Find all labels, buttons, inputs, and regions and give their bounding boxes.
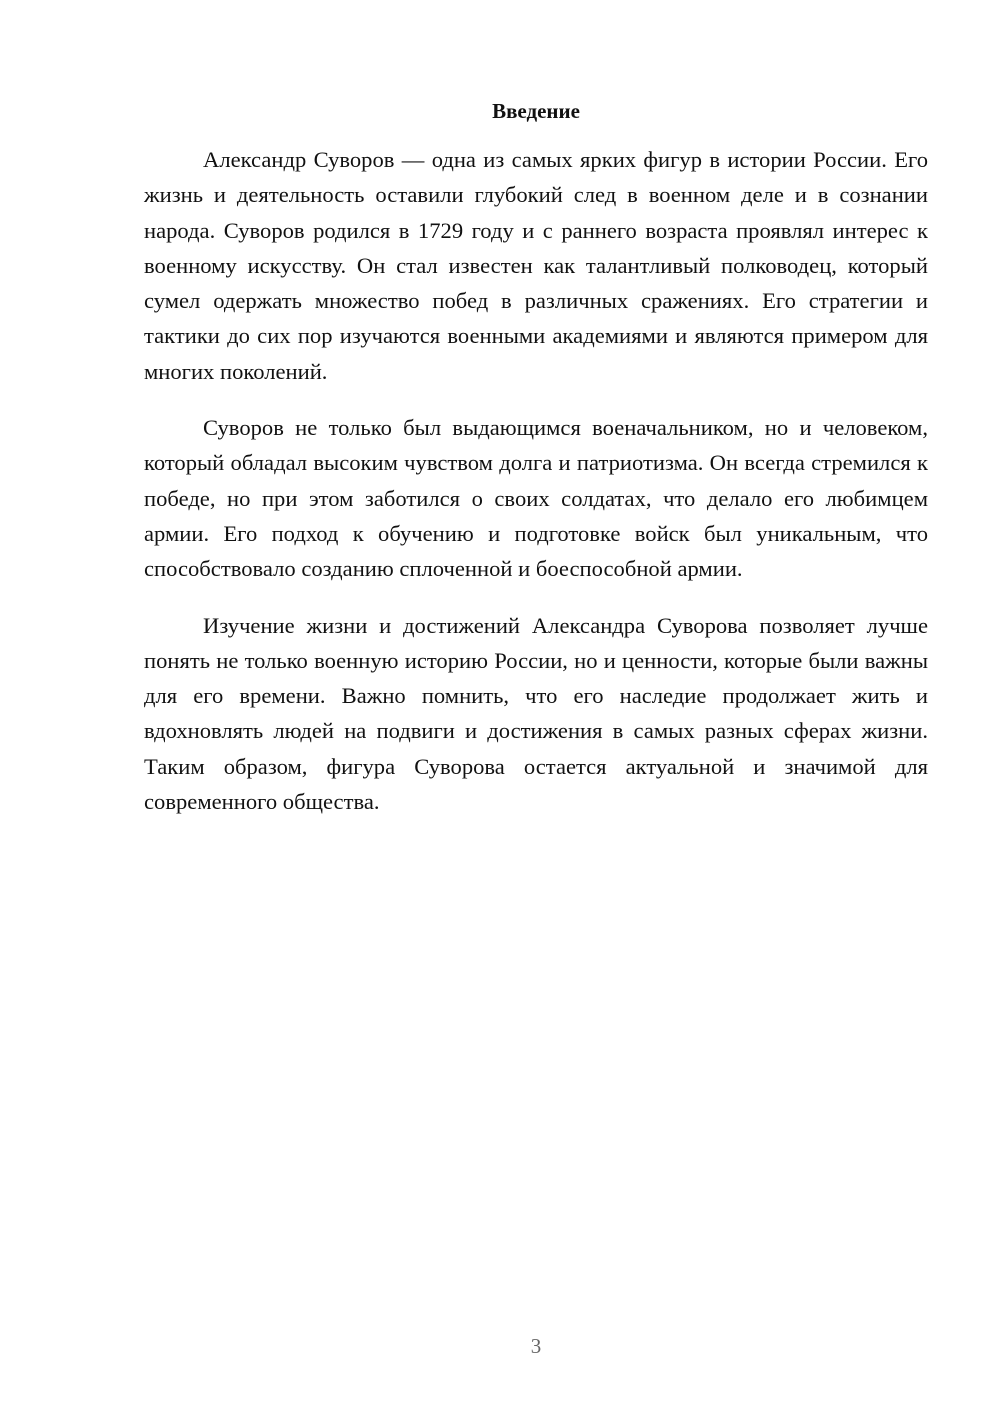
paragraph-2: Суворов не только был выдающимся военачальником, но и человеком, который обладал высоким чувством долга и патриотизма. Он всегда стремился к победе, но при этом заботился о своих солдатах, что делало его любимцем армии. Его подход к обучению и подготовке войск был уникальным, что способствовало созданию сплоченной и боеспособной армии. bbox=[144, 415, 928, 582]
body-text bbox=[144, 142, 928, 840]
paragraph-1: Александр Суворов — одна из самых ярких фигур в истории России. Его жизнь и деятельность оставили глубокий след в военном деле и в сознании народа. Суворов родился в 1729 году и с раннего возраста проявлял интерес к военному искусству. Он стал известен как талантливый полководец, который сумел одержать множество побед в различных сражениях. Его стратегии и тактики до сих пор изучаются военными академиями и являются примером для многих поколений. bbox=[144, 147, 928, 384]
paragraph-3: Изучение жизни и достижений Александра Суворова позволяет лучше понять не только военную историю России, но и ценности, которые были важны для его времени. Важно помнить, что его наследие продолжает жить и вдохновлять людей на подвиги и достижения в самых разных сферах жизни. Таким образом, фигура Суворова остается актуальной и значимой для современного общества. bbox=[144, 612, 928, 815]
page-number: 3 bbox=[530, 1334, 542, 1358]
section-heading: Введение bbox=[492, 99, 580, 123]
